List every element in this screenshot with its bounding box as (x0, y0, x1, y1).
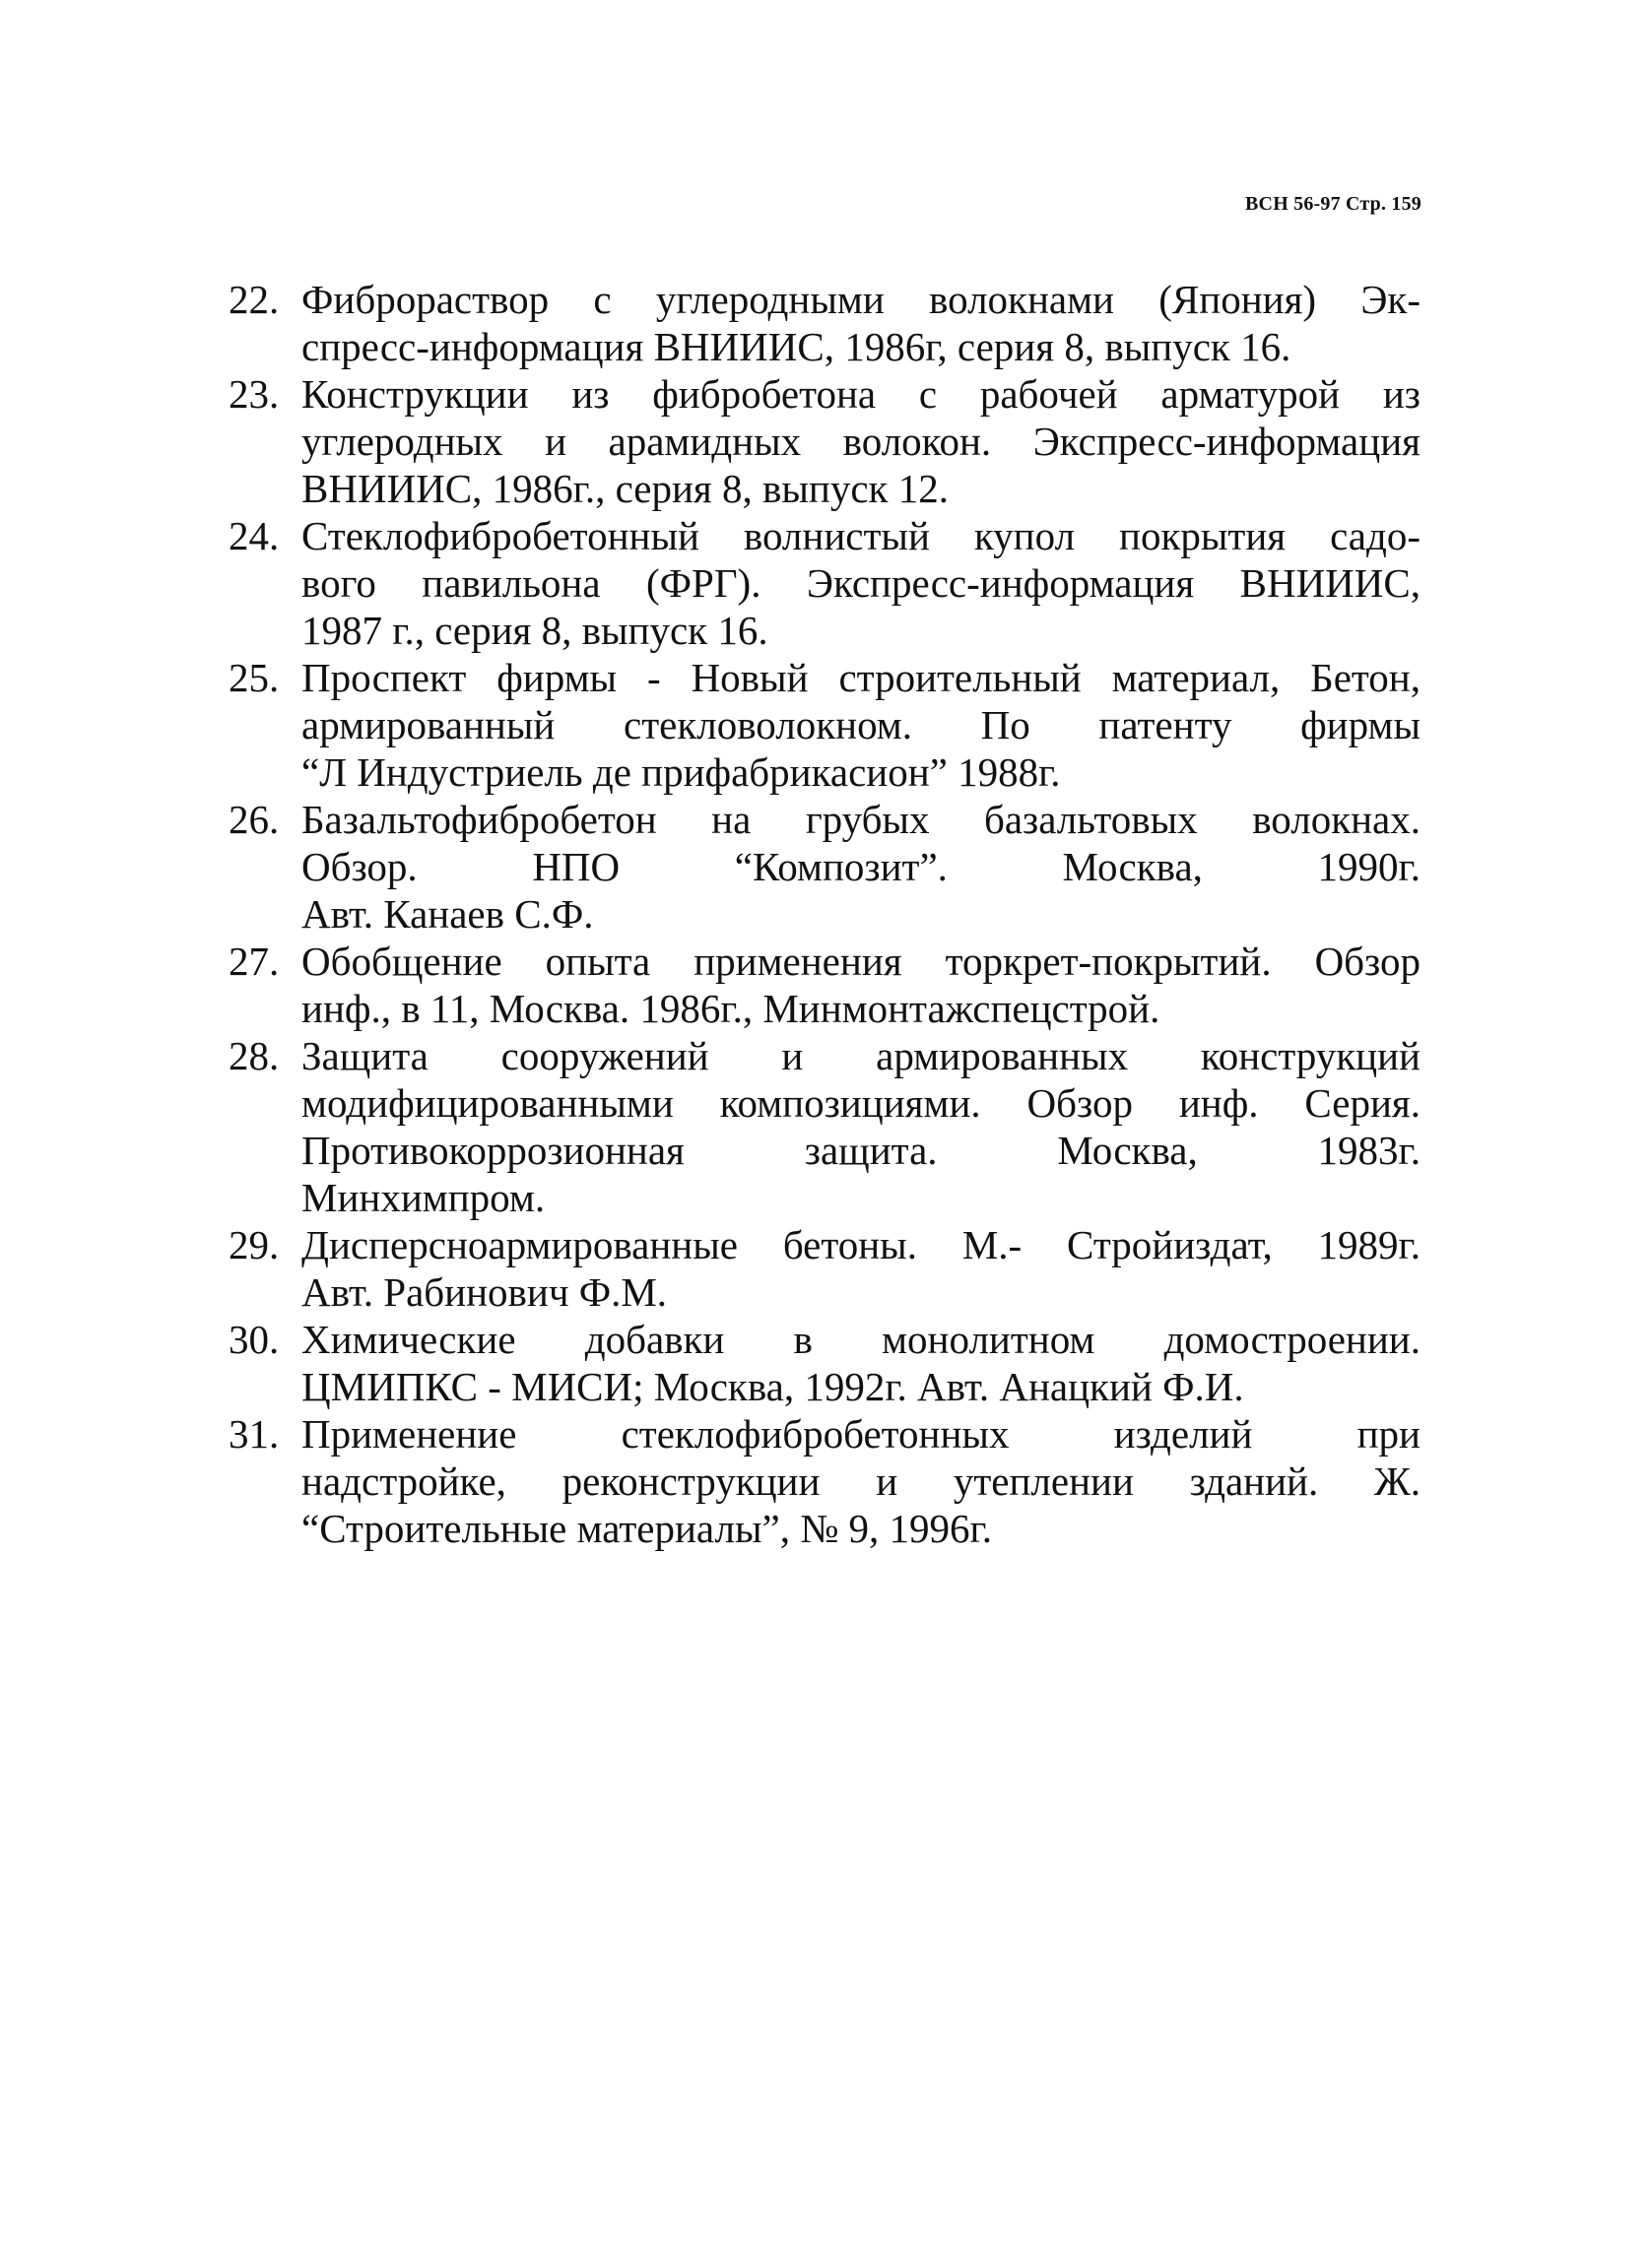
reference-text-line: ВНИИИС, 1986г., серия 8, выпуск 12. (301, 466, 949, 511)
reference-text-line: Минхимпром. (301, 1175, 546, 1220)
reference-text-line: Применение стеклофибробетонных изделий при (301, 1411, 1421, 1457)
reference-text-line: Химические добавки в монолитном домостроении. (301, 1317, 1421, 1362)
reference-text (301, 276, 1421, 370)
reference-number: 25. (229, 655, 280, 700)
reference-text (301, 796, 1421, 938)
reference-item (229, 1410, 1421, 1552)
reference-text-line: Обобщение опыта применения торкрет-покрытий. Обзор (301, 939, 1421, 984)
reference-number: 23. (229, 371, 280, 417)
reference-text-line: надстройке, реконструкции и утеплении зданий. Ж. (301, 1458, 1421, 1504)
reference-text-line: Авт. Канаев С.Ф. (301, 891, 594, 937)
reference-text-line: ЦМИПКС - МИСИ; Москва, 1992г. Авт. Анацкий Ф.И. (301, 1364, 1244, 1409)
reference-item (229, 938, 1421, 1032)
reference-item (229, 370, 1421, 512)
reference-text (301, 1410, 1421, 1552)
reference-item (229, 276, 1421, 370)
reference-text-line: Стеклофибробетонный волнистый купол покрытия садо- (301, 513, 1421, 558)
reference-number: 31. (229, 1411, 280, 1457)
reference-item (229, 796, 1421, 938)
reference-text (301, 1221, 1421, 1316)
reference-text-line: “Л Индустриель де прифабрикасион” 1988г. (301, 749, 1061, 795)
reference-text-line: Конструкции из фибробетона с рабочей арматурой из (301, 371, 1421, 417)
reference-text-line: Проспект фирмы - Новый строительный материал, Бетон, (301, 655, 1421, 700)
reference-text (301, 1032, 1421, 1221)
reference-number: 26. (229, 797, 280, 842)
reference-number: 24. (229, 513, 280, 558)
reference-number: 29. (229, 1222, 280, 1267)
reference-text-line: 1987 г., серия 8, выпуск 16. (301, 608, 768, 653)
reference-text (301, 512, 1421, 654)
reference-text-line: Фиброраствор с углеродными волокнами (Япония) Эк- (301, 277, 1421, 322)
reference-text (301, 654, 1421, 796)
reference-number: 22. (229, 277, 280, 322)
reference-item (229, 1316, 1421, 1410)
reference-number: 30. (229, 1317, 280, 1362)
reference-text-line: Защита сооружений и армированных конструкций (301, 1033, 1421, 1078)
reference-item (229, 512, 1421, 654)
reference-text-line: инф., в 11, Москва. 1986г., Минмонтажспецстрой. (301, 986, 1160, 1031)
reference-text-line: армированный стекловолокном. По патенту фирмы (301, 702, 1421, 747)
reference-text-line: модифицированными композициями. Обзор инф. Серия. (301, 1080, 1421, 1126)
reference-item (229, 654, 1421, 796)
reference-text (301, 938, 1421, 1032)
reference-number: 27. (229, 939, 280, 984)
reference-text-line: углеродных и арамидных волокон. Экспресс-информация (301, 419, 1421, 464)
reference-item (229, 1032, 1421, 1221)
reference-text-line: Базальтофибробетон на грубых базальтовых волокнах. (301, 797, 1421, 842)
reference-text-line: спресс-информация ВНИИИС, 1986г, серия 8, выпуск 16. (301, 324, 1291, 369)
page-header-doc-ref: ВСН 56-97 Стр. 159 (1245, 193, 1421, 215)
reference-text-line: Авт. Рабинович Ф.М. (301, 1269, 668, 1315)
reference-item (229, 1221, 1421, 1316)
reference-text-line: Обзор. НПО “Композит”. Москва, 1990г. (301, 844, 1421, 889)
reference-text-line: вого павильона (ФРГ). Экспресс-информация ВНИИИС, (301, 560, 1421, 606)
reference-text-line: “Строительные материалы”, № 9, 1996г. (301, 1506, 993, 1551)
reference-text (301, 370, 1421, 512)
reference-list (229, 276, 1421, 1552)
reference-text-line: Противокоррозионная защита. Москва, 1983г. (301, 1128, 1421, 1173)
reference-text-line: Дисперсноармированные бетоны. М.- Стройиздат, 1989г. (301, 1222, 1421, 1267)
reference-number: 28. (229, 1033, 280, 1078)
reference-text (301, 1316, 1421, 1410)
